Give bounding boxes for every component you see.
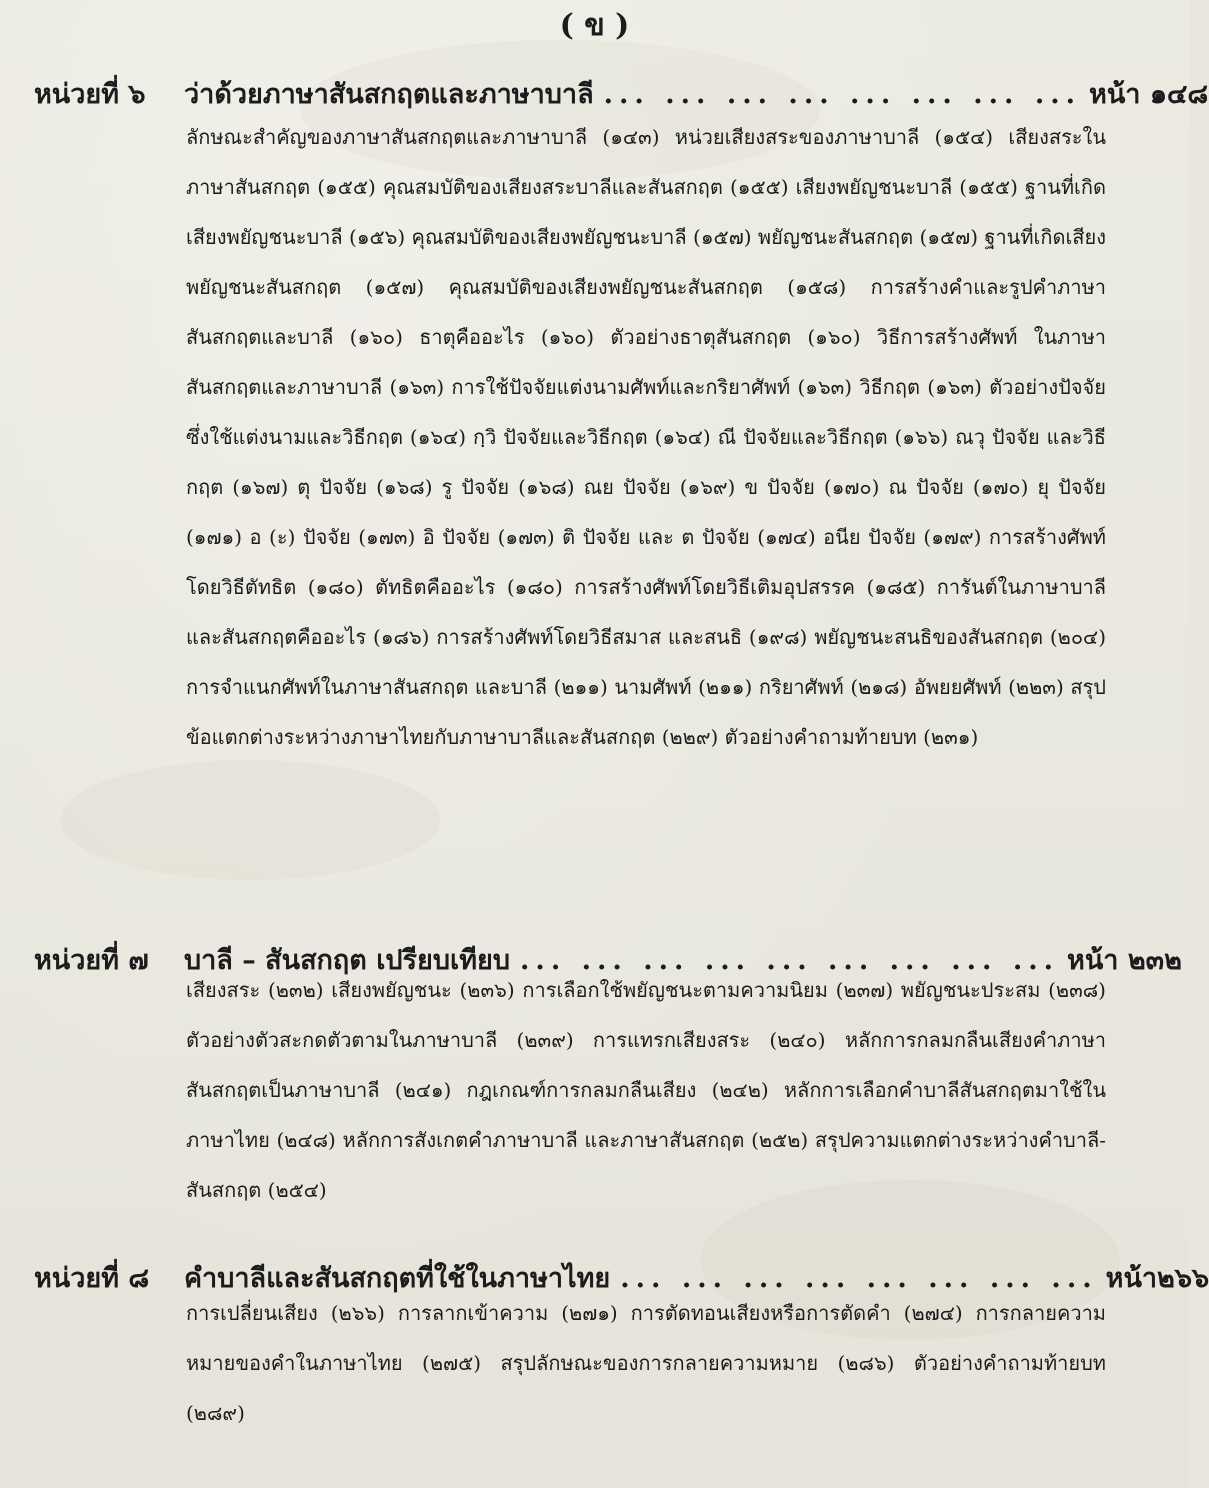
unit-page-ref: หน้า๒๖๖ xyxy=(1105,1263,1209,1294)
dot-leaders: ... ... ... ... ... ... ... ... xyxy=(603,79,1082,110)
dot-leaders: ... ... ... ... ... ... ... ... xyxy=(620,1263,1098,1294)
unit-title: บาลี – สันสกฤต เปรียบเทียบ xyxy=(184,945,511,976)
paper-stain xyxy=(60,760,440,880)
unit-page-ref: หน้า ๒๓๒ xyxy=(1067,945,1182,976)
unit-contents: ลักษณะสำคัญของภาษาสันสกฤตและภาษาบาลี (๑๔๓) หน่วยเสียงสระของภาษาบาลี (๑๕๔) เสียงสระในภาษาสันสกฤต (๑๕๕) คุณสมบัติของเสียงสระบาลีและสันสกฤต (๑๕๕) เสียงพยัญชนะบาลี (๑๕๕) ฐานที่เกิดเสียงพยัญชนะบาลี (๑๕๖) คุณสมบัติของเสียงพยัญชนะบาลี (๑๕๗) พยัญชนะสันสกฤต (๑๕๗) ฐานที่เกิดเสียงพยัญชนะสันสกฤต (๑๕๗) คุณสมบัติของเสียงพยัญชนะสันสกฤต (๑๕๘) การสร้างคำและรูปคำภาษาสันสกฤตและบาลี (๑๖๐) ธาตุคืออะไร (๑๖๐) ตัวอย่างธาตุสันสกฤต (๑๖๐) วิธีการสร้างศัพท์ ในภาษาสันสกฤตและภาษาบาลี (๑๖๓) การใช้ปัจจัยแต่งนามศัพท์และกริยาศัพท์ (๑๖๓) วิธีกฤต (๑๖๓) ตัวอย่างปัจจัยซึ่งใช้แต่งนามและวิธีกฤต (๑๖๔) กฺวิ ปัจจัยและวิธีกฤต (๑๖๔) ณี ปัจจัยและวิธีกฤต (๑๖๖) ณวุ ปัจจัย และวิธีกฤต (๑๖๗) ตุ ปัจจัย (๑๖๘) รู ปัจจัย (๑๖๘) ณย ปัจจัย (๑๖๙) ข ปัจจัย (๑๗๐) ณ ปัจจัย (๑๗๐) ยุ ปัจจัย (๑๗๑) อ (ะ) ปัจจัย (๑๗๓) อิ ปัจจัย (๑๗๓) ติ ปัจจัย และ ต ปัจจัย (๑๗๔) อนีย ปัจจัย (๑๗๙) การสร้างศัพท์โดยวิธีตัทธิต (๑๘๐) ตัทธิตคืออะไร (๑๘๐) การสร้างศัพท์โดยวิธีเติมอุปสรรค (๑๘๕) การันต์ในภาษาบาลีและสันสกฤตคืออะไร (๑๘๖) การสร้างศัพท์โดยวิธีสมาส และสนธิ (๑๙๘) พยัญชนะสนธิของสันสกฤต (๒๐๔) การจำแนกศัพท์ในภาษาสันสกฤต และบาลี (๒๑๑) นามศัพท์ (๒๑๑) กริยาศัพท์ (๒๑๘) อัพยยศัพท์ (๒๒๓) สรุปข้อแตกต่างระหว่างภาษาไทยกับภาษาบาลีและสันสกฤต (๒๒๙) ตัวอย่างคำถามท้ายบท (๒๓๑) xyxy=(186,125,1106,749)
dot-leaders: ... ... ... ... ... ... ... ... ... xyxy=(520,945,1060,976)
unit-title: ว่าด้วยภาษาสันสกฤตและภาษาบาลี xyxy=(184,79,594,110)
unit-page-ref: หน้า ๑๔๘ xyxy=(1089,79,1209,110)
page-number: ( ข ) xyxy=(559,8,630,43)
unit-label: หน่วยที่ ๘ xyxy=(34,1263,150,1294)
unit-title: คำบาลีและสันสกฤตที่ใช้ในภาษาไทย xyxy=(184,1263,611,1294)
unit-label: หน่วยที่ ๗ xyxy=(34,945,149,976)
unit-contents: การเปลี่ยนเสียง (๒๖๖) การลากเข้าความ (๒๗๑) การตัดทอนเสียงหรือการตัดคำ (๒๗๔) การกลายความหมายของคำในภาษาไทย (๒๗๕) สรุปลักษณะของการกลายความหมาย (๒๘๖) ตัวอย่างคำถามท้ายบท (๒๘๙) xyxy=(186,1301,1106,1425)
unit-label: หน่วยที่ ๖ xyxy=(34,79,146,110)
unit-contents: เสียงสระ (๒๓๒) เสียงพยัญชนะ (๒๓๖) การเลือกใช้พยัญชนะตามความนิยม (๒๓๗) พยัญชนะประสม (๒๓๘) ตัวอย่างตัวสะกดตัวตามในภาษาบาลี (๒๓๙) การแทรกเสียงสระ (๒๔๐) หลักการกลมกลืนเสียงคำภาษาสันสกฤตเป็นภาษาบาลี (๒๔๑) กฎเกณฑ์การกลมกลืนเสียง (๒๔๒) หลักการเลือกคำบาลีสันสกฤตมาใช้ในภาษาไทย (๒๔๘) หลักการสังเกตคำภาษาบาลี และภาษาสันสกฤต (๒๕๒) สรุปความแตกต่างระหว่างคำบาลี-สันสกฤต (๒๕๔) xyxy=(186,978,1106,1202)
